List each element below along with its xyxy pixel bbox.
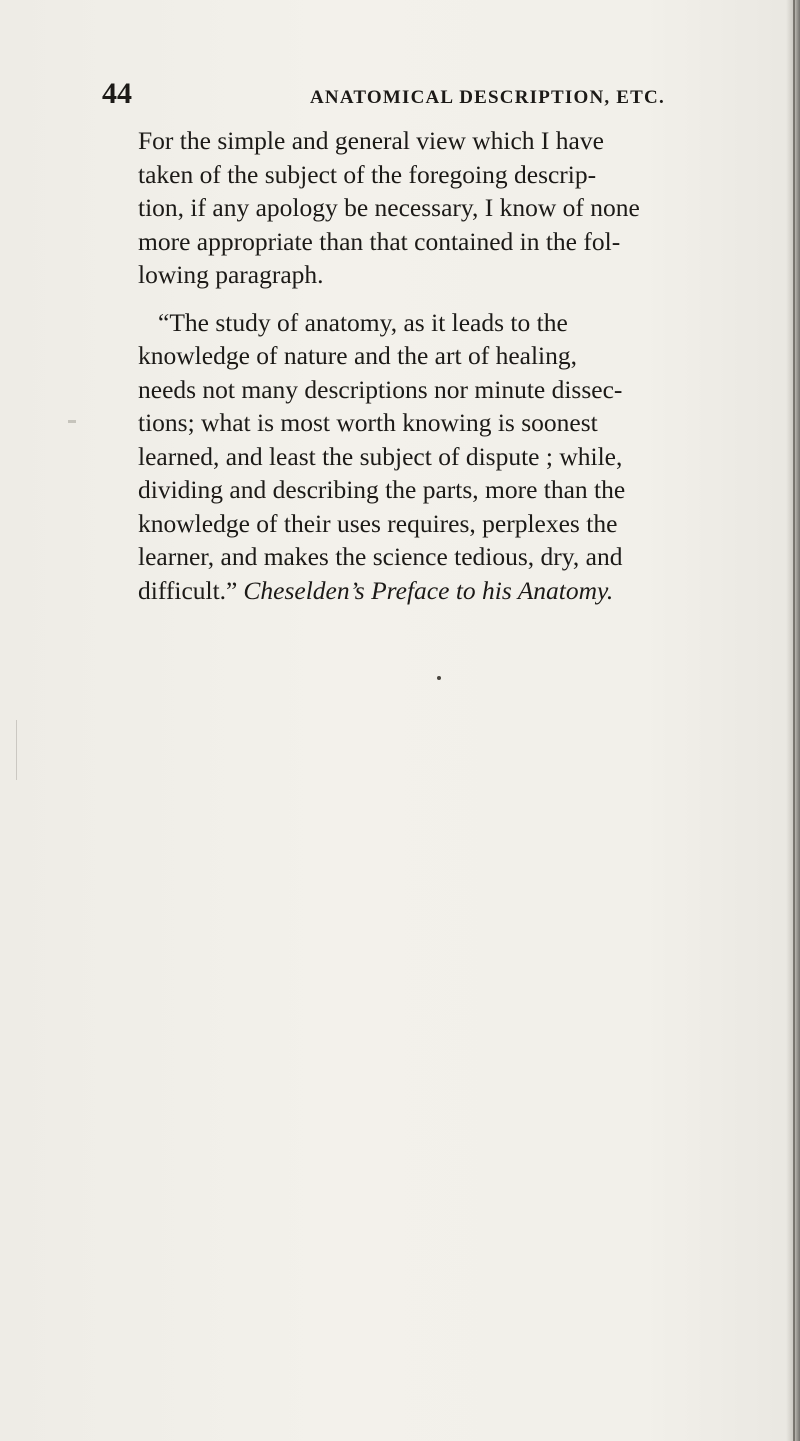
page-header [0, 77, 800, 117]
quote-end-text: difficult.” [138, 575, 238, 605]
text-line: “The study of anatomy, as it leads to the [158, 307, 568, 337]
text-line-last [138, 574, 794, 608]
text-line: more appropriate than that contained in the fol- [138, 226, 621, 256]
text-line: knowledge of nature and the art of healing, [138, 341, 578, 370]
text-line: tions; what is most worth knowing is soonest [138, 408, 598, 437]
text-line: learned, and least the subject of dispute ; while, [138, 441, 623, 471]
text-line: learner, and makes the science tedious, dry, and [138, 542, 623, 571]
text-line: taken of the subject of the foregoing descrip- [138, 159, 597, 189]
text-line: dividing and describing the parts, more than the [138, 475, 626, 504]
text-line: needs not many descriptions nor minute dissec- [138, 374, 623, 404]
text-line: lowing paragraph. [138, 260, 324, 289]
text-line: knowledge of their uses requires, perplexes the [138, 508, 618, 538]
margin-mark [16, 720, 17, 780]
body-text [138, 124, 794, 607]
text-line: For the simple and general view which I have [138, 126, 604, 155]
page-number: 44 [102, 77, 132, 110]
ink-speck [437, 676, 441, 680]
attribution: Cheselden’s Preface to his Anatomy. [243, 575, 614, 605]
text-line: tion, if any apology be necessary, I know of none [138, 193, 640, 222]
paragraph-1 [138, 124, 794, 292]
paragraph-2 [138, 306, 794, 608]
margin-mark [68, 420, 76, 423]
paragraph-gap [138, 292, 794, 306]
running-head: ANATOMICAL DESCRIPTION, ETC. [310, 87, 665, 108]
